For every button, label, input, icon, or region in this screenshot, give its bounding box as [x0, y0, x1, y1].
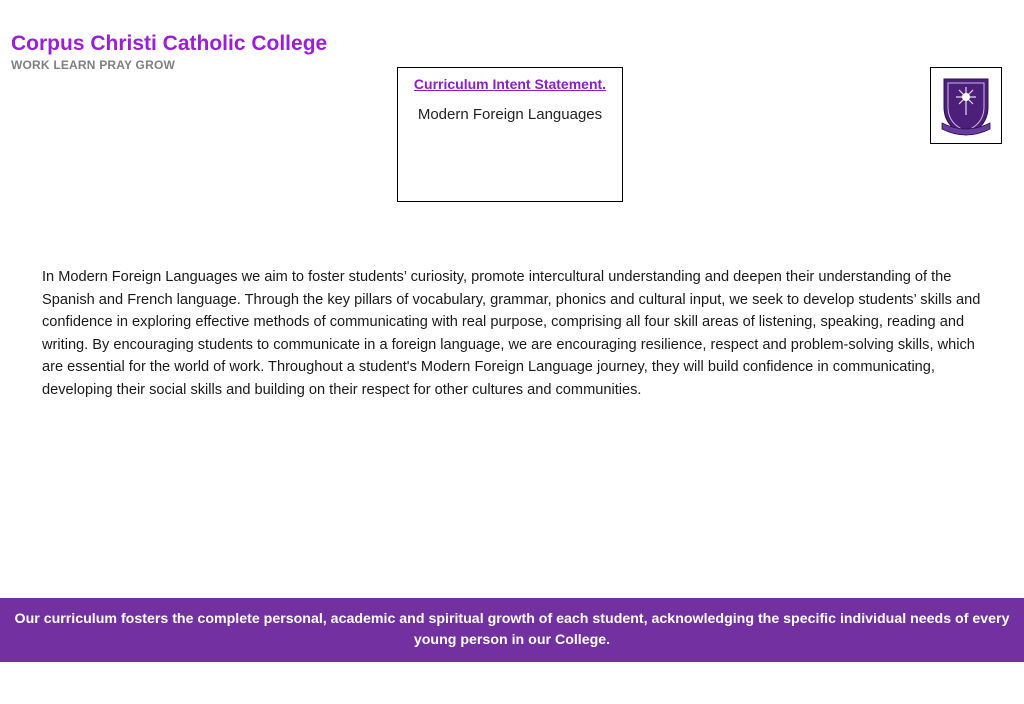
intent-subject: Modern Foreign Languages [417, 106, 603, 123]
college-motto: WORK LEARN PRAY GROW [11, 58, 176, 72]
intent-heading: Curriculum Intent Statement. [413, 76, 607, 92]
school-crest-frame [930, 67, 1002, 144]
curriculum-intent-box [397, 67, 623, 202]
footer-banner [0, 598, 1024, 662]
school-crest-icon [938, 73, 994, 139]
footer-statement: Our curriculum fosters the complete personal, academic and spiritual growth of each student, acknowledging the specific individual needs of every young person in our College. [14, 611, 1010, 648]
college-title: Corpus Christi Catholic College [11, 32, 328, 55]
curriculum-intent-paragraph: In Modern Foreign Languages we aim to foster students’ curiosity, promote intercultural understanding and deepen their understanding of the Spanish and French language. Through the key pillars of vocabulary, grammar, phonics and cultural input, we seek to develop students’ skills and confidence in exploring effective methods of communicating with real purpose, comprising all four skill areas of listening, speaking, reading and writing. By encouraging students to communicate in a foreign language, we are encouraging resilience, respect and problem-solving skills, which are essential for the world of work. Throughout a student's Modern Foreign Language journey, they will build confidence in communicating, developing their social skills and building on their respect for other cultures and communities. [42, 269, 981, 398]
